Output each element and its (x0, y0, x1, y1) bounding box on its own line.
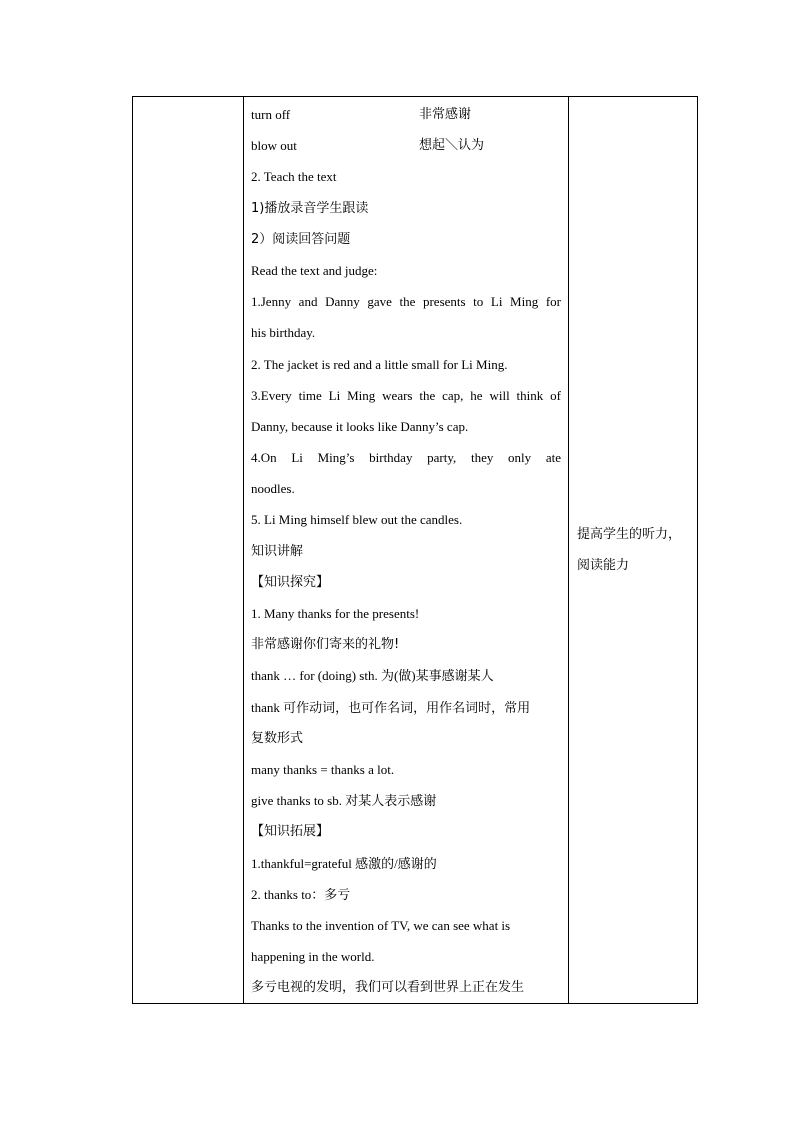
section-heading: 知识讲解 (251, 543, 304, 559)
text-line: 4.On Li Ming’s birthday party, they only ate (251, 450, 561, 466)
text-line: 5. Li Ming himself blew out the candles. (251, 512, 463, 528)
purpose-line: 提高学生的听力， (577, 527, 682, 543)
text-line: 2. The jacket is red and a little small for Li Ming. (251, 356, 508, 372)
text-line: 非常感谢你们寄来的礼物! (251, 637, 400, 653)
lesson-table (132, 96, 698, 1004)
vocab-row (251, 99, 561, 130)
text-line: 1)播放录音学生跟读 (251, 200, 369, 216)
text-line: 2. Teach the text (251, 169, 337, 185)
text-line: give thanks to sb. 对某人表示感谢 (251, 793, 437, 809)
text-line: 1. Many thanks for the presents! (251, 606, 420, 621)
vocab-en: turn off (251, 107, 291, 122)
purpose-cell (569, 97, 698, 1004)
purpose-line: 阅读能力 (577, 558, 630, 574)
vocab-cn: 非常感谢 (419, 107, 472, 122)
text-line: Thanks to the invention of TV, we can see what is (251, 917, 511, 933)
text-line: 复数形式 (251, 730, 304, 746)
text-line: happening in the world. (251, 949, 375, 965)
table-row (133, 97, 698, 1004)
left-cell (133, 97, 244, 1004)
text-line: 2. thanks to：多亏 (251, 886, 351, 902)
text-line: 3.Every time Li Ming wears the cap, he will think of (251, 387, 561, 403)
text-line: 1.thankful=grateful 感激的/感谢的 (251, 855, 437, 871)
text-line: many thanks = thanks a lot. (251, 761, 395, 777)
vocab-row (251, 130, 561, 161)
vocab-en: blow out (251, 138, 297, 154)
content-cell (244, 97, 569, 1004)
text-line: 2）阅读回答问题 (251, 231, 351, 247)
text-line: 多亏电视的发明，我们可以看到世界上正在发生 (251, 980, 525, 996)
text-line: thank … for (doing) sth. 为(做)某事感谢某人 (251, 668, 494, 684)
text-line: 1.Jenny and Danny gave the presents to Li Ming for (251, 294, 561, 310)
text-line: thank 可作动词，也可作名词，用作名词时，常用 (251, 699, 531, 715)
vocab-cn: 想起＼认为 (419, 138, 485, 154)
text-line: noodles. (251, 481, 295, 497)
section-heading: 【知识探究】 (251, 574, 330, 590)
text-line: Read the text and judge: (251, 262, 378, 278)
section-heading: 【知识拓展】 (251, 824, 330, 840)
text-line: Danny, because it looks like Danny’s cap. (251, 418, 469, 434)
text-line: his birthday. (251, 325, 316, 341)
